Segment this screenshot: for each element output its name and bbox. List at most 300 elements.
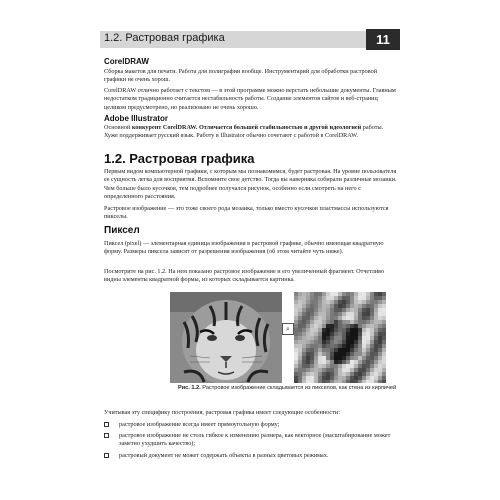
pixel-block: [350, 348, 354, 352]
pixel-block: [326, 336, 330, 340]
pixel-block: [294, 308, 298, 312]
coreldraw-heading: CorelDRAW: [104, 57, 149, 66]
pixel-block: [346, 348, 350, 352]
pixel-block: [322, 308, 326, 312]
pixel-block: [382, 352, 386, 356]
section-paragraph-2: Растровое изображение — это тоже своего рода мозаика, только вместо кусочков пластмассы используются пикселы.: [104, 205, 389, 221]
pixel-block: [298, 308, 302, 312]
pixel-block: [354, 340, 358, 344]
pixel-block: [334, 340, 338, 344]
pixel-block: [318, 304, 322, 308]
pixel-block: [334, 364, 338, 368]
pixel-block: [298, 372, 302, 376]
pixel-block: [326, 352, 330, 356]
pixel-block: [358, 352, 362, 356]
pixel-block: [334, 308, 338, 312]
pixel-block: [350, 372, 354, 376]
pixel-block: [362, 316, 366, 320]
pixel-block: [334, 316, 338, 320]
pixel-block: [330, 296, 334, 300]
pixel-block: [338, 292, 342, 296]
pixel-block: [306, 348, 310, 352]
pixel-block: [314, 296, 318, 300]
pixel-block: [354, 316, 358, 320]
pixel-block: [358, 296, 362, 300]
pixel-block: [322, 328, 326, 332]
pixel-block: [354, 308, 358, 312]
pixel-block: [342, 368, 346, 372]
pixel-block: [310, 332, 314, 336]
pixel-block: [322, 380, 326, 383]
pixel-block: [314, 380, 318, 383]
pixel-block: [294, 300, 298, 304]
list-item: растровое изображение всегда имеет прямоугольную форму;: [104, 421, 398, 429]
pixel-block: [370, 368, 374, 372]
pixel-block: [310, 320, 314, 324]
pixel-block: [362, 352, 366, 356]
pixel-block: [314, 332, 318, 336]
pixel-block: [302, 312, 306, 316]
pixel-block: [294, 364, 298, 368]
checkbox-bullet-icon: [104, 422, 109, 427]
pixel-block: [302, 328, 306, 332]
pixel-block: [358, 372, 362, 376]
pixel-block: [326, 356, 330, 360]
pixel-block: [330, 328, 334, 332]
pixel-block: [334, 324, 338, 328]
pixel-block: [350, 324, 354, 328]
pixel-block: [370, 304, 374, 308]
pixel-block: [314, 304, 318, 308]
pixel-block: [342, 372, 346, 376]
pixel-block: [318, 360, 322, 364]
pixel-block: [350, 364, 354, 368]
pixel-block: [370, 324, 374, 328]
pixel-block: [366, 340, 370, 344]
pixel-block: [350, 316, 354, 320]
pixel-block: [346, 300, 350, 304]
pixel-block: [382, 304, 386, 308]
pixel-block: [314, 360, 318, 364]
pixel-block: [310, 312, 314, 316]
pixel-block: [366, 336, 370, 340]
pixel-block: [294, 292, 298, 296]
pixel-block: [302, 352, 306, 356]
pixel-block: [338, 336, 342, 340]
pixel-block: [358, 308, 362, 312]
pixel-block: [326, 340, 330, 344]
pixel-block: [346, 340, 350, 344]
pixel-block: [378, 300, 382, 304]
pixel-block: [362, 332, 366, 336]
pixel-block: [346, 292, 350, 296]
pixel-block: [362, 320, 366, 324]
pixel-block: [354, 324, 358, 328]
pixel-block: [314, 316, 318, 320]
pixel-block: [342, 352, 346, 356]
pixel-block: [314, 376, 318, 380]
pixel-block: [370, 348, 374, 352]
pixel-block: [334, 356, 338, 360]
pixel-block: [350, 344, 354, 348]
pixel-block: [382, 324, 386, 328]
pixel-block: [362, 372, 366, 376]
pixel-block: [382, 296, 386, 300]
pixel-block: [298, 364, 302, 368]
pixel-block: [302, 332, 306, 336]
pixel-block: [334, 328, 338, 332]
pixel-block: [322, 304, 326, 308]
pixel-block: [370, 344, 374, 348]
pixel-block: [310, 360, 314, 364]
pixel-block: [302, 344, 306, 348]
pixel-block: [306, 368, 310, 372]
pixel-block: [334, 380, 338, 383]
pixel-block: [334, 376, 338, 380]
pixel-block: [318, 376, 322, 380]
pixel-block: [306, 328, 310, 332]
pixel-block: [370, 356, 374, 360]
magnifier-icon: ⌕: [282, 323, 294, 335]
pixel-block: [362, 292, 366, 296]
pixel-block: [318, 316, 322, 320]
pixel-block: [318, 312, 322, 316]
pixel-block: [382, 292, 386, 296]
pixel-block: [322, 320, 326, 324]
pixel-block: [310, 376, 314, 380]
pixel-block: [294, 296, 298, 300]
features-intro: Учитывая эту специфику построения, растровая графика имеет следующие особенности:: [104, 409, 340, 416]
pixel-block: [302, 316, 306, 320]
pixel-block: [322, 356, 326, 360]
list-item: растровое изображение не столь гибкое к изменению размера, как векторное (масштабирование может заметно ухудшить качество);: [104, 432, 398, 449]
pixel-block: [350, 368, 354, 372]
pixel-block: [350, 380, 354, 383]
pixel-block: [314, 328, 318, 332]
pixel-block: [294, 340, 298, 344]
pixel-block: [362, 380, 366, 383]
pixel-block: [302, 336, 306, 340]
pixel-block: [322, 344, 326, 348]
pixel-block: [302, 376, 306, 380]
pixel-block: [322, 296, 326, 300]
pixel-block: [350, 304, 354, 308]
pixel-block: [318, 368, 322, 372]
pixel-block: [310, 336, 314, 340]
pixel-block: [366, 324, 370, 328]
pixel-block: [346, 364, 350, 368]
pixel-block: [382, 360, 386, 364]
pixel-block: [378, 360, 382, 364]
pixel-block: [354, 364, 358, 368]
pixel-block: [374, 296, 378, 300]
pixel-block: [358, 380, 362, 383]
pixel-block: [374, 304, 378, 308]
pixel-block: [354, 312, 358, 316]
pixel-block: [338, 348, 342, 352]
pixel-block: [322, 316, 326, 320]
pixel-block: [374, 324, 378, 328]
pixel-block: [342, 348, 346, 352]
pixel-block: [370, 316, 374, 320]
pixel-block: [306, 296, 310, 300]
pixel-block: [302, 356, 306, 360]
pixel-block: [354, 296, 358, 300]
pixel-block: [342, 380, 346, 383]
pixel-block: [366, 380, 370, 383]
pixel-block: [354, 300, 358, 304]
pixel-block: [382, 340, 386, 344]
pixel-block: [378, 380, 382, 383]
pixel-block: [334, 296, 338, 300]
pixel-block: [310, 356, 314, 360]
pixel-block: [350, 332, 354, 336]
pixel-block: [318, 380, 322, 383]
pixel-block: [370, 336, 374, 340]
pixel-block: [362, 312, 366, 316]
pixel-block: [370, 320, 374, 324]
pixel-block: [370, 364, 374, 368]
pixel-block: [302, 372, 306, 376]
pixel-block: [310, 304, 314, 308]
pixel-block: [358, 324, 362, 328]
pixel-block: [338, 304, 342, 308]
pixel-block: [338, 344, 342, 348]
pixel-block: [298, 332, 302, 336]
pixel-block: [330, 348, 334, 352]
pixel-block: [302, 340, 306, 344]
page-number: 11: [366, 29, 400, 50]
pixel-block: [330, 332, 334, 336]
pixel-block: [322, 340, 326, 344]
pixel-block: [366, 300, 370, 304]
pixel-block: [298, 312, 302, 316]
pixel-block: [374, 328, 378, 332]
pixel-block: [346, 360, 350, 364]
pixel-block: [298, 328, 302, 332]
pixel-block: [346, 332, 350, 336]
pixel-block: [382, 372, 386, 376]
pixel-block: [322, 348, 326, 352]
pixel-block: [306, 292, 310, 296]
pixel-block: [382, 376, 386, 380]
pixel-block: [302, 304, 306, 308]
pixel-block: [310, 340, 314, 344]
pixel-block: [310, 344, 314, 348]
pixel-block: [326, 364, 330, 368]
pixel-block: [306, 308, 310, 312]
pixel-block: [374, 368, 378, 372]
pixel-block: [350, 292, 354, 296]
pixel-block: [354, 368, 358, 372]
coreldraw-paragraph-2: CorelDRAW отлично работает с текстом — в этой программе можно верстать небольшие документы. Главным недостатком традиционно считается нестабильность работы. Создание элементов сайтов и веб-страниц целиком предусмотрено, но реализовано не очень хорошо.: [104, 87, 396, 111]
pixel-block: [306, 376, 310, 380]
pixel-block: [338, 380, 342, 383]
pixel-block: [302, 364, 306, 368]
pixel-block: [318, 324, 322, 328]
pixel-block: [294, 356, 298, 360]
pixel-block: [346, 380, 350, 383]
pixel-block: [298, 380, 302, 383]
pixel-block: [294, 304, 298, 308]
pixel-block: [310, 328, 314, 332]
pixel-block: [338, 372, 342, 376]
pixel-block: [314, 312, 318, 316]
pixel-block: [366, 372, 370, 376]
pixel-block: [322, 312, 326, 316]
pixel-block: [350, 340, 354, 344]
pixel-block: [378, 344, 382, 348]
pixel-block: [294, 352, 298, 356]
pixel-block: [306, 336, 310, 340]
pixel-block: [358, 344, 362, 348]
pixel-block: [374, 332, 378, 336]
pixel-block: [330, 372, 334, 376]
pixel-block: [310, 372, 314, 376]
pixel-block: [378, 376, 382, 380]
pixel-block: [366, 360, 370, 364]
pixel-block: [298, 304, 302, 308]
pixel-block: [358, 300, 362, 304]
pixel-block: [302, 368, 306, 372]
pixel-block: [378, 316, 382, 320]
pixel-block: [378, 324, 382, 328]
pixel-block: [362, 368, 366, 372]
pixel-block: [294, 316, 298, 320]
pixel-block: [322, 324, 326, 328]
pixel-block: [346, 316, 350, 320]
pixel-block: [318, 328, 322, 332]
tiger-photo: [170, 292, 282, 383]
checkbox-bullet-icon: [104, 453, 109, 458]
pixel-block: [366, 304, 370, 308]
pixel-block: [330, 380, 334, 383]
pixel-block: [346, 368, 350, 372]
pixel-block: [342, 328, 346, 332]
pixel-block: [362, 336, 366, 340]
pixel-block: [366, 368, 370, 372]
pixel-block: [322, 360, 326, 364]
pixel-block: [314, 348, 318, 352]
pixel-block: [298, 292, 302, 296]
pixel-block: [330, 352, 334, 356]
pixel-block: [366, 328, 370, 332]
pixel-block: [370, 332, 374, 336]
pixel-block: [318, 364, 322, 368]
pixel-block: [326, 324, 330, 328]
pixel-block: [382, 348, 386, 352]
pixel-block: [370, 360, 374, 364]
pixel-block: [294, 368, 298, 372]
pixel-block: [342, 296, 346, 300]
pixel-block: [374, 340, 378, 344]
list-item: растровый документ не может содержать объекты в разных цветовых режимах.: [104, 452, 398, 460]
pixel-block: [326, 372, 330, 376]
pixel-block: [382, 332, 386, 336]
pixel-block: [330, 316, 334, 320]
pixel-block: [314, 336, 318, 340]
pixel-block: [346, 324, 350, 328]
pixel-block: [294, 332, 298, 336]
pixel-block: [306, 340, 310, 344]
pixel-block: [326, 312, 330, 316]
pixel-block: [326, 360, 330, 364]
pixel-block: [310, 300, 314, 304]
pixel-block: [310, 316, 314, 320]
pixel-block: [318, 320, 322, 324]
pixel-block: [350, 296, 354, 300]
pixel-block: [374, 320, 378, 324]
pixel-block: [358, 328, 362, 332]
pixel-block: [378, 340, 382, 344]
pixel-block: [350, 320, 354, 324]
pixel-block: [350, 312, 354, 316]
pixel-block: [318, 308, 322, 312]
pixel-block: [354, 352, 358, 356]
pixel-paragraph-1: Пиксел (pixel) — элементарная единица изображения в растровой графике, обычно имеющая квадратную форму. Размеры пиксела зависят от разрешения изображения (об этом читайте чуть ниже).: [104, 240, 384, 256]
figure-caption: Рис. 1.2. Растровое изображение складывается из пикселов, как стена из кирпичей: [178, 385, 397, 391]
pixel-block: [334, 352, 338, 356]
pixel-block: [374, 300, 378, 304]
pixel-block: [334, 292, 338, 296]
pixel-block: [378, 328, 382, 332]
pixel-block: [322, 332, 326, 336]
pixel-block: [298, 356, 302, 360]
pixel-block: [326, 332, 330, 336]
pixel-block: [370, 380, 374, 383]
pixel-block: [338, 312, 342, 316]
pixel-block: [334, 360, 338, 364]
pixel-block: [338, 328, 342, 332]
pixel-block: [358, 336, 362, 340]
pixel-block: [362, 300, 366, 304]
pixel-block: [298, 340, 302, 344]
pixel-block: [322, 372, 326, 376]
pixel-block: [362, 364, 366, 368]
pixel-block: [342, 292, 346, 296]
pixel-block: [330, 320, 334, 324]
pixel-block: [362, 296, 366, 300]
pixel-block: [330, 304, 334, 308]
pixel-block: [302, 348, 306, 352]
pixel-block: [298, 352, 302, 356]
pixel-block: [374, 372, 378, 376]
pixel-block: [294, 336, 298, 340]
checkbox-bullet-icon: [104, 433, 109, 438]
pixel-block: [370, 376, 374, 380]
pixel-block: [378, 356, 382, 360]
pixel-block: [326, 300, 330, 304]
pixel-block: [374, 292, 378, 296]
pixel-block: [366, 320, 370, 324]
pixel-block: [294, 312, 298, 316]
pixel-block: [358, 348, 362, 352]
pixel-block: [338, 360, 342, 364]
pixel-block: [330, 356, 334, 360]
pixel-block: [354, 348, 358, 352]
pixel-block: [306, 352, 310, 356]
pixel-block: [358, 312, 362, 316]
pixel-block: [342, 336, 346, 340]
pixel-block: [338, 300, 342, 304]
pixel-block: [306, 324, 310, 328]
pixel-block: [342, 376, 346, 380]
section-heading: 1.2. Растровая графика: [104, 151, 255, 166]
pixel-block: [334, 304, 338, 308]
pixel-block: [314, 320, 318, 324]
pixel-block: [306, 344, 310, 348]
pixel-block: [326, 292, 330, 296]
